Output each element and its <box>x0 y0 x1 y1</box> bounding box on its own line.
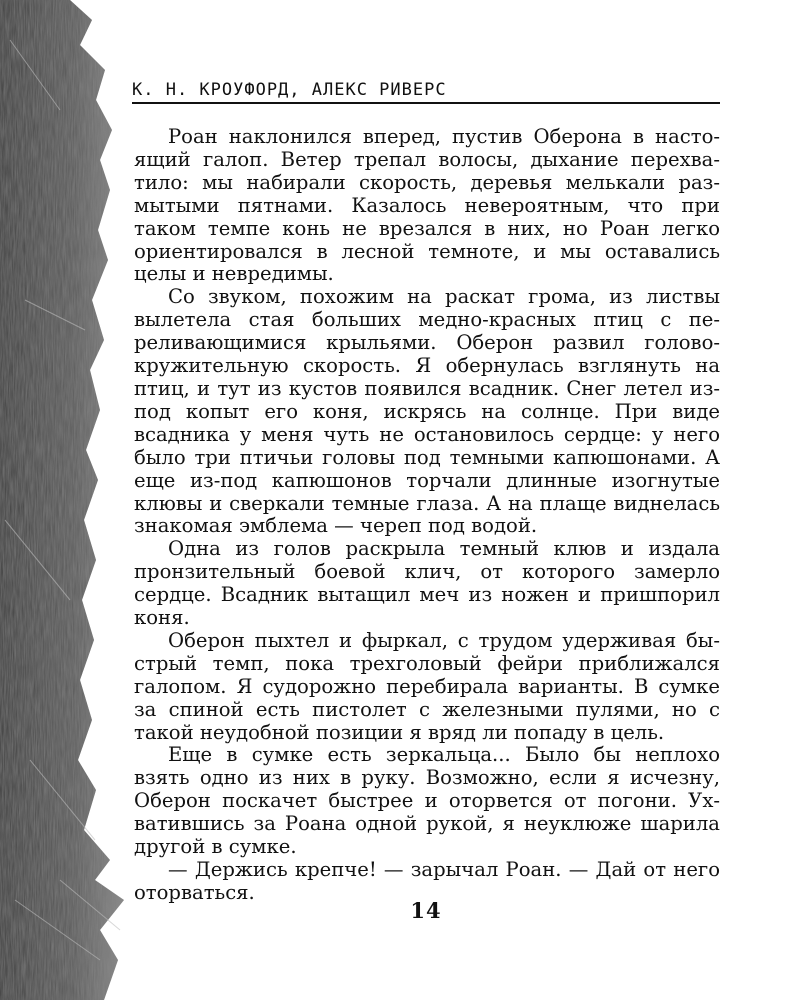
grunge-border-decoration <box>0 0 130 1000</box>
paragraph: Со звуком, похожим на раскат грома, из листвы вылетела стая больших медно-красных птиц с переливающимися крыльями. Оберон развил головокружительную скорость. Я обернулась взглянуть на птиц, и тут из кустов появился всадник. Снег летел из-под копыт его коня, искрясь на солнце. При виде всадника у меня чуть не остановилось сердце: у него было три птичьи головы под темными капюшонами. А еще из-под капюшонов торчали длинные изогнутые клювы и сверкали темные глаза. А на плаще виднелась знакомая эмблема — череп под водой. <box>134 285 720 538</box>
page-number: 14 <box>410 898 442 923</box>
paragraph: Одна из голов раскрыла темный клюв и издала пронзительный боевой клич, от которого замерло сердце. Всадник вытащил меч из ножен и пришпорил коня. <box>134 537 720 630</box>
paragraph: Еще в сумке есть зеркальца... Было бы неплохо взять одно из них в руку. Возможно, если я исчезну, Оберон поскачет быстрее и оторвется от погони. Ухватившись за Роана одной рукой, я неуклюже шарила другой в сумке. <box>134 743 720 859</box>
paragraph: Оберон пыхтел и фыркал, с трудом удерживая быстрый темп, пока трехголовый фейри приближался галопом. Я судорожно перебирала варианты. В сумке за спиной есть пистолет с железными пулями, но с такой неудобной позиции я вряд ли попаду в цель. <box>134 628 720 744</box>
paragraph: Роан наклонился вперед, пустив Оберона в настоящий галоп. Ветер трепал волосы, дыхание перехватило: мы набирали скорость, деревья мелькали размытыми пятнами. Казалось невероятным, что при таком темпе конь не врезался в них, но Роан легко ориентировался в лесной темноте, и мы оставались целы и невредимы. <box>134 125 720 286</box>
body-text <box>134 126 720 905</box>
running-head: К. Н. КРОУФОРД, АЛЕКС РИВЕРС <box>132 80 720 104</box>
paragraph: — Держись крепче! — зарычал Роан. — Дай от него оторваться. <box>134 858 720 904</box>
